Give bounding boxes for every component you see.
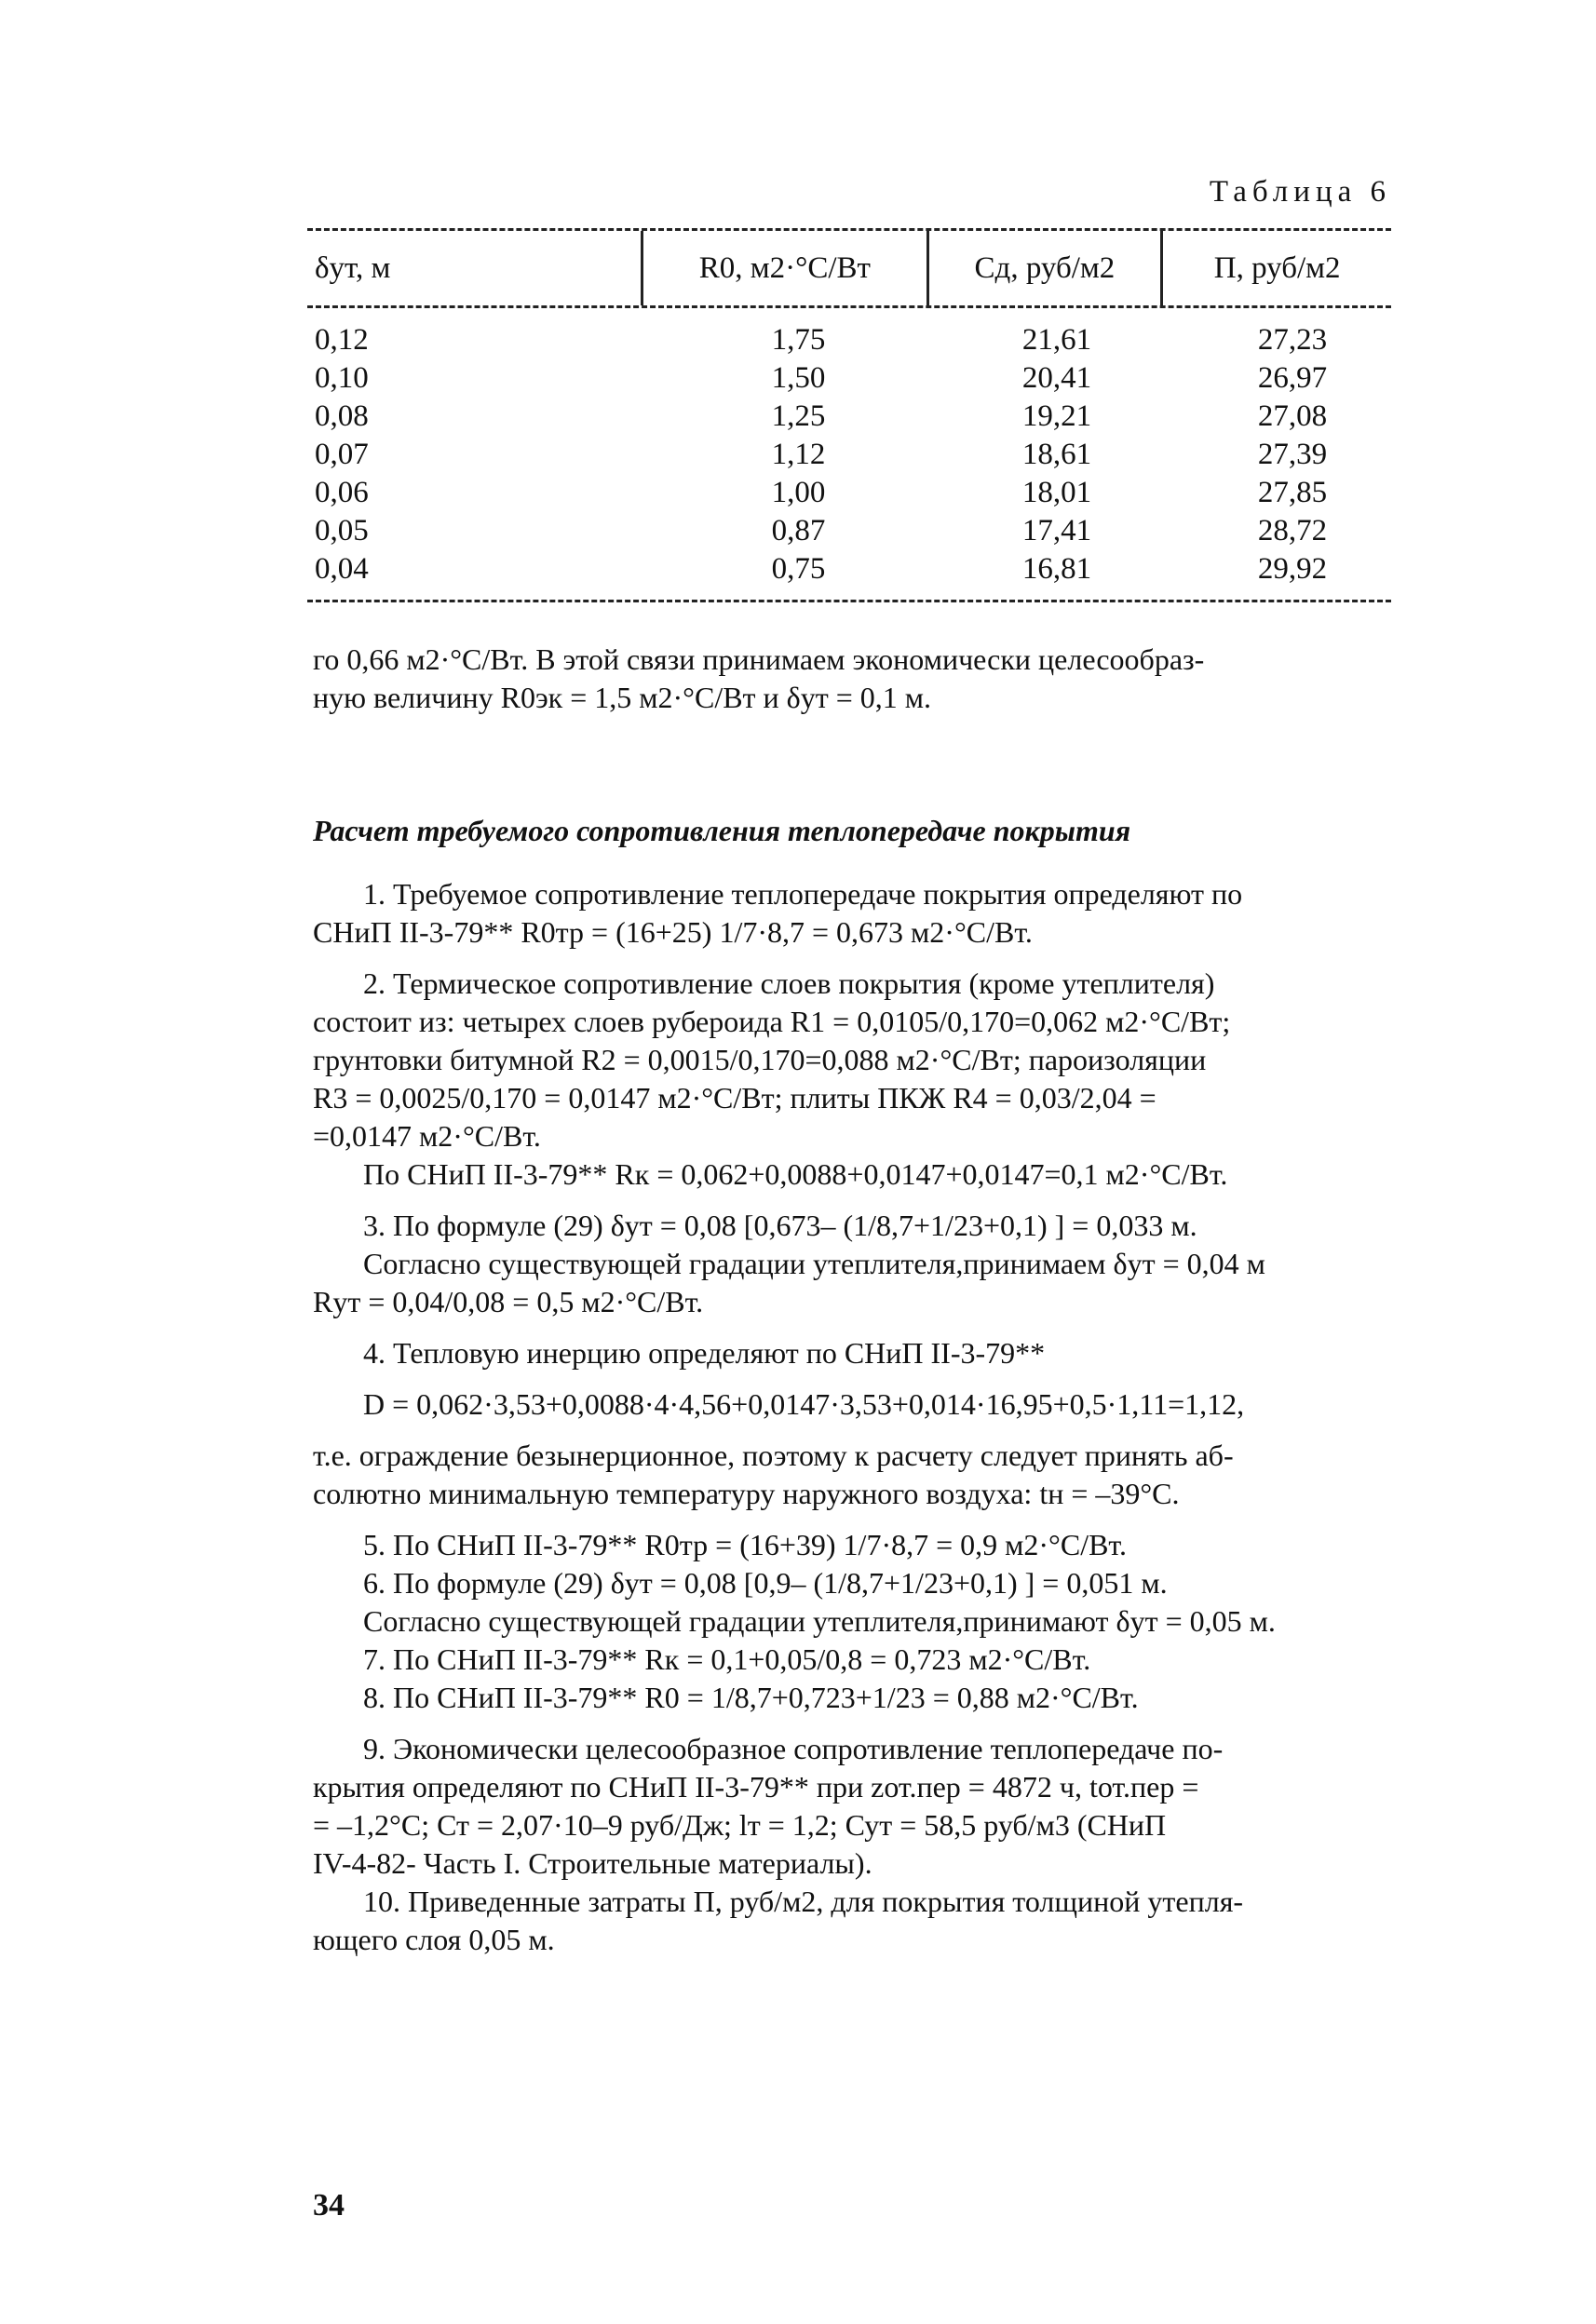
cell-cd: 17,41 (1021, 514, 1092, 547)
cell-p: 28,72 (1257, 514, 1328, 547)
cell-delta: 0,04 (315, 552, 369, 586)
text-line: солютно минимальную температуру наружного воздуха: tн = –39°С. (313, 1477, 1180, 1510)
cell-delta: 0,12 (315, 323, 369, 357)
text-line: 2. Термическое сопротивление слоев покрытия (кроме утеплителя) (363, 966, 1215, 1000)
text-line: 10. Приведенные затраты П, руб/м2, для покрытия толщиной утепля- (363, 1885, 1244, 1918)
text-line: СНиП II-3-79** R0тр = (16+25) 1/7·8,7 = 0,673 м2·°С/Вт. (313, 915, 1033, 949)
table-row (307, 474, 1391, 512)
table-row (307, 398, 1391, 436)
text-line: крытия определяют по СНиП II-3-79** при zот.пер = 4872 ч, tот.пер = (313, 1770, 1199, 1804)
text-line: = –1,2°С; Ст = 2,07·10–9 руб/Дж; lт = 1,2; Сут = 58,5 руб/м3 (СНиП (313, 1808, 1167, 1842)
text-line: 7. По СНиП II-3-79** Rк = 0,1+0,05/0,8 = 0,723 м2·°С/Вт. (363, 1642, 1091, 1676)
text-line: т.е. ограждение безынерционное, поэтому к расчету следует принять аб- (313, 1439, 1234, 1472)
text-line: Согласно существующей градации утеплителя,принимают δут = 0,05 м. (363, 1604, 1276, 1638)
page-number: 34 (313, 2188, 345, 2223)
cell-delta: 0,07 (315, 438, 369, 471)
header-r0: R0, м2·°С/Вт (641, 231, 926, 305)
text-line: 4. Тепловую инерцию определяют по СНиП II-3-79** (363, 1336, 1046, 1370)
text-line: 6. По формуле (29) δут = 0,08 [0,9– (1/8,7+1/23+0,1) ] = 0,051 м. (363, 1566, 1168, 1600)
cell-r0: 1,50 (771, 361, 826, 395)
text-line: =0,0147 м2·°С/Вт. (313, 1119, 541, 1153)
text-line: 5. По СНиП II-3-79** R0тр = (16+39) 1/7·8,7 = 0,9 м2·°С/Вт. (363, 1528, 1127, 1561)
table-row (307, 359, 1391, 398)
cell-r0: 0,75 (771, 552, 826, 586)
table-header (307, 231, 1391, 308)
text-line: Согласно существующей градации утеплителя,принимаем δут = 0,04 м (363, 1247, 1265, 1280)
data-table (307, 228, 1391, 602)
cell-cd: 18,61 (1021, 438, 1092, 471)
cell-p: 27,08 (1257, 399, 1328, 433)
intro-text (313, 641, 1391, 717)
header-cd: Сд, руб/м2 (926, 231, 1161, 305)
text-line: ющего слоя 0,05 м. (313, 1923, 555, 1956)
text-line: 8. По СНиП II-3-79** R0 = 1/8,7+0,723+1/23 = 0,88 м2·°С/Вт. (363, 1681, 1139, 1714)
cell-delta: 0,06 (315, 476, 369, 509)
text-line: D = 0,062·3,53+0,0088·4·4,56+0,0147·3,53+0,014·16,95+0,5·1,11=1,12, (363, 1387, 1245, 1421)
cell-p: 27,39 (1257, 438, 1328, 471)
table-body (307, 308, 1391, 600)
cell-delta: 0,10 (315, 361, 369, 395)
cell-p: 29,92 (1257, 552, 1328, 586)
cell-r0: 1,75 (771, 323, 826, 357)
text-line: 9. Экономически целесообразное сопротивление теплопередаче по- (363, 1732, 1224, 1765)
cell-delta: 0,05 (315, 514, 369, 547)
cell-r0: 1,25 (771, 399, 826, 433)
header-delta: δут, м (315, 250, 391, 285)
text-line: го 0,66 м2·°С/Вт. В этой связи принимаем экономически целесообраз- (313, 642, 1205, 676)
cell-cd: 21,61 (1021, 323, 1092, 357)
text-line: ную величину R0эк = 1,5 м2·°С/Вт и δут = 0,1 м. (313, 681, 932, 714)
cell-p: 27,85 (1257, 476, 1328, 509)
text-line: По СНиП II-3-79** Rк = 0,062+0,0088+0,0147+0,0147=0,1 м2·°С/Вт. (363, 1157, 1228, 1191)
cell-r0: 1,00 (771, 476, 826, 509)
header-p: П, руб/м2 (1160, 231, 1391, 305)
table-row (307, 512, 1391, 550)
cell-p: 26,97 (1257, 361, 1328, 395)
text-line: Rут = 0,04/0,08 = 0,5 м2·°С/Вт. (313, 1285, 704, 1318)
section-heading: Расчет требуемого сопротивления теплопередаче покрытия (313, 814, 1131, 847)
cell-p: 27,23 (1257, 323, 1328, 357)
table-caption: Таблица 6 (1209, 175, 1391, 209)
calculation-body (313, 875, 1391, 1959)
text-line: R3 = 0,0025/0,170 = 0,0147 м2·°С/Вт; плиты ПКЖ R4 = 0,03/2,04 = (313, 1081, 1156, 1115)
cell-cd: 20,41 (1021, 361, 1092, 395)
section-heading-block (313, 812, 1391, 850)
table-row (307, 550, 1391, 588)
cell-cd: 16,81 (1021, 552, 1092, 586)
text-line: состоит из: четырех слоев рубероида R1 = 0,0105/0,170=0,062 м2·°С/Вт; (313, 1005, 1231, 1038)
cell-r0: 1,12 (771, 438, 826, 471)
cell-r0: 0,87 (771, 514, 826, 547)
table-row (307, 436, 1391, 474)
text-line: грунтовки битумной R2 = 0,0015/0,170=0,088 м2·°С/Вт; пароизоляции (313, 1043, 1207, 1076)
text-line: 1. Требуемое сопротивление теплопередаче покрытия определяют по (363, 877, 1243, 911)
cell-cd: 18,01 (1021, 476, 1092, 509)
text-line: 3. По формуле (29) δут = 0,08 [0,673– (1/8,7+1/23+0,1) ] = 0,033 м. (363, 1209, 1197, 1242)
text-line: IV-4-82- Часть I. Строительные материалы). (313, 1846, 872, 1880)
table-row (307, 321, 1391, 359)
cell-cd: 19,21 (1021, 399, 1092, 433)
cell-delta: 0,08 (315, 399, 369, 433)
